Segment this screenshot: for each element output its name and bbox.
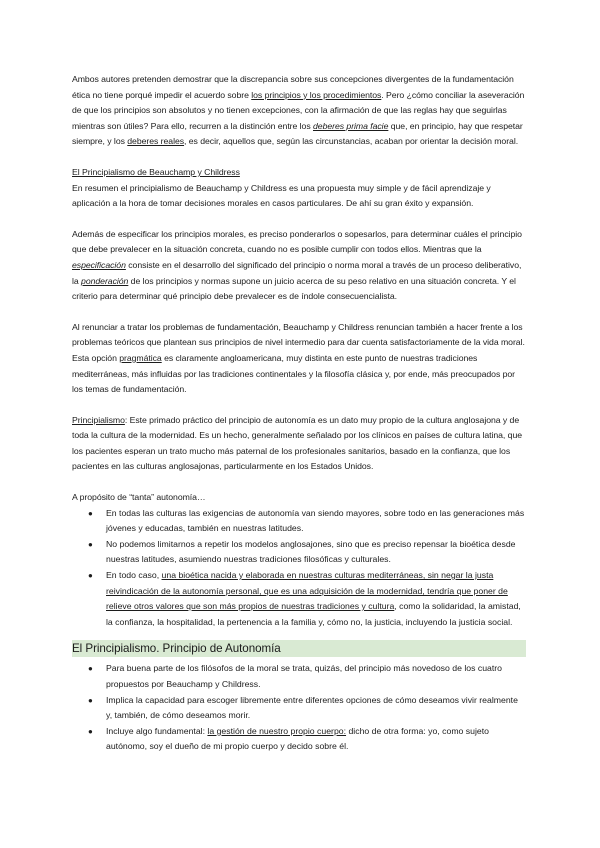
list-item bbox=[72, 693, 526, 724]
document-body bbox=[72, 72, 526, 755]
bullet-icon: ● bbox=[88, 695, 93, 705]
bullet-icon: ● bbox=[88, 571, 93, 581]
list-item-text: , como la solidaridad, la amistad, la confianza, la hospitalidad, la pertenencia a la familia y, cómo no, la justicia, incluyendo la justicia social. bbox=[106, 601, 521, 627]
underlined-italic-text: especificación bbox=[72, 259, 126, 270]
section-title-autonomia: El Principialismo. Principio de Autonomía bbox=[72, 640, 526, 657]
text-run: , es decir, aquellos que, según las circunstancias, acaban por orientar la decisión moral. bbox=[184, 136, 519, 147]
bullet-icon: ● bbox=[88, 539, 93, 549]
underlined-text: una bioética nacida y elaborada en nuestras culturas mediterráneas, sin negar la justa reivindicación de la autonomía personal, que es una adquisición de la modernidad, tendría que poner de relieve otros valores que son más propios de nuestras tradiciones y cultura bbox=[106, 570, 508, 612]
list-item bbox=[72, 724, 526, 755]
text-run: . Pero ¿cómo conciliar la aseveración de que los principios son absolutos y no tienen excepciones, con la afirmación de que las reglas hay que seguirlas mientras son útiles? Para ello, recurren a la distinción entre los bbox=[72, 89, 525, 131]
heading-principialismo: El Principialismo de Beauchamp y Childress bbox=[72, 166, 240, 177]
bullet-icon: ● bbox=[88, 664, 93, 674]
bullet-icon: ● bbox=[88, 508, 93, 518]
text-run: Al renunciar a tratar los problemas de fundamentación, Beauchamp y Childress renuncian también a hacer frente a los problemas teóricos que plantean sus principios de nivel intermedio para dar cuenta satisfactoriamente de la vida moral. Esta opción bbox=[72, 321, 525, 363]
paragraph-summary: En resumen el principialismo de Beauchamp y Childress es una propuesta muy simple y de fácil aprendizaje y aplicación a la hora de tomar decisiones morales en casos particulares. De ahí su gran éxito y expansión. bbox=[72, 182, 491, 209]
paragraph-pragmatic bbox=[72, 320, 526, 398]
text-run: que, en principio, hay que respetar siempre, y los bbox=[72, 120, 523, 147]
list-item bbox=[72, 537, 526, 568]
bullet-list-principio-autonomia bbox=[72, 661, 526, 755]
text-run: Además de especificar los principios morales, es preciso ponderarlos o sopesarlos, para determinar cuáles el principio que debe prevalecer en la situación concreta, cuando no es posible cumplir con todos ellos. Mientras que la bbox=[72, 228, 522, 255]
text-run: : Este primado práctico del principio de autonomía es un dato muy propio de la cultura anglosajona y de toda la cultura de la modernidad. Es un hecho, generalmente señalado por los clínicos en países de cultura latina, que los pacientes esperan un trato mucho más paternal de los profesionales sanitarios, basado en la confianza, que los pacientes en las culturas anglosajonas, particularmente en los Estados Unidos. bbox=[72, 414, 523, 472]
paragraph-principles-agreement bbox=[72, 72, 526, 150]
underlined-italic-text: deberes prima facie bbox=[313, 120, 389, 131]
list-item-text: dicho de otra forma: yo, como sujeto autónomo, soy el dueño de mi propio cuerpo y decido sobre él. bbox=[106, 725, 489, 752]
underlined-text: pragmática bbox=[119, 352, 162, 363]
underlined-italic-text: ponderación bbox=[81, 275, 129, 286]
list-item bbox=[72, 661, 526, 692]
text-run: consiste en el desarrollo del significado del principio o norma moral a través de un proceso deliberativo, la bbox=[72, 259, 522, 286]
paragraph-specification bbox=[72, 227, 526, 305]
underlined-text: los principios y los procedimientos bbox=[251, 89, 382, 100]
underlined-text: Principialismo bbox=[72, 414, 125, 425]
text-run: Ambos autores pretenden demostrar que la discrepancia sobre sus concepciones divergentes de la fundamentación ética no tiene porqué impedir el acuerdo sobre bbox=[72, 74, 514, 100]
list-item-text: Para buena parte de los filósofos de la moral se trata, quizás, del principio más novedoso de los cuatro propuestos por Beauchamp y Childress. bbox=[106, 663, 502, 689]
list-item bbox=[72, 506, 526, 537]
text-run: es claramente angloamericana, muy distinta en este punto de nuestras tradiciones mediterráneas, más influidas por las tradiciones continentales y la filosofía clásica y, por ende, más preocupados por los temas de fundamentación. bbox=[72, 352, 516, 395]
list-item bbox=[72, 568, 526, 630]
list-item-text: Incluye algo fundamental: bbox=[106, 725, 208, 736]
bullet-icon: ● bbox=[88, 726, 93, 736]
underlined-text: la gestión de nuestro propio cuerpo: bbox=[207, 725, 347, 736]
list-item-text: Implica la capacidad para escoger libremente entre diferentes opciones de cómo deseamos vivir realmente y, también, de cómo deseamos morir. bbox=[106, 694, 518, 721]
paragraph-autonomy-culture bbox=[72, 413, 526, 475]
intro-tanta-autonomia: A propósito de “tanta” autonomía… bbox=[72, 492, 206, 503]
list-item-text: En todas las culturas las exigencias de autonomía van siendo mayores, sobre todo en las generaciones más jóvenes y educadas, también en nuestras latitudes. bbox=[106, 507, 525, 534]
list-item-text: No podemos limitarnos a repetir los modelos anglosajones, sino que es preciso repensar la bioética desde nuestras latitudes, asumiendo nuestras tradiciones filosóficas y culturales. bbox=[106, 538, 516, 565]
text-run: de los principios y normas supone un juicio acerca de su peso relativo en una situación concreta. Y el criterio para determinar qué principio debe prevalecer es de índole consecuencialista. bbox=[72, 275, 516, 302]
underlined-text: deberes reales bbox=[127, 136, 185, 147]
list-item-text: En todo caso, bbox=[106, 570, 162, 581]
bullet-list-autonomy bbox=[72, 506, 526, 631]
